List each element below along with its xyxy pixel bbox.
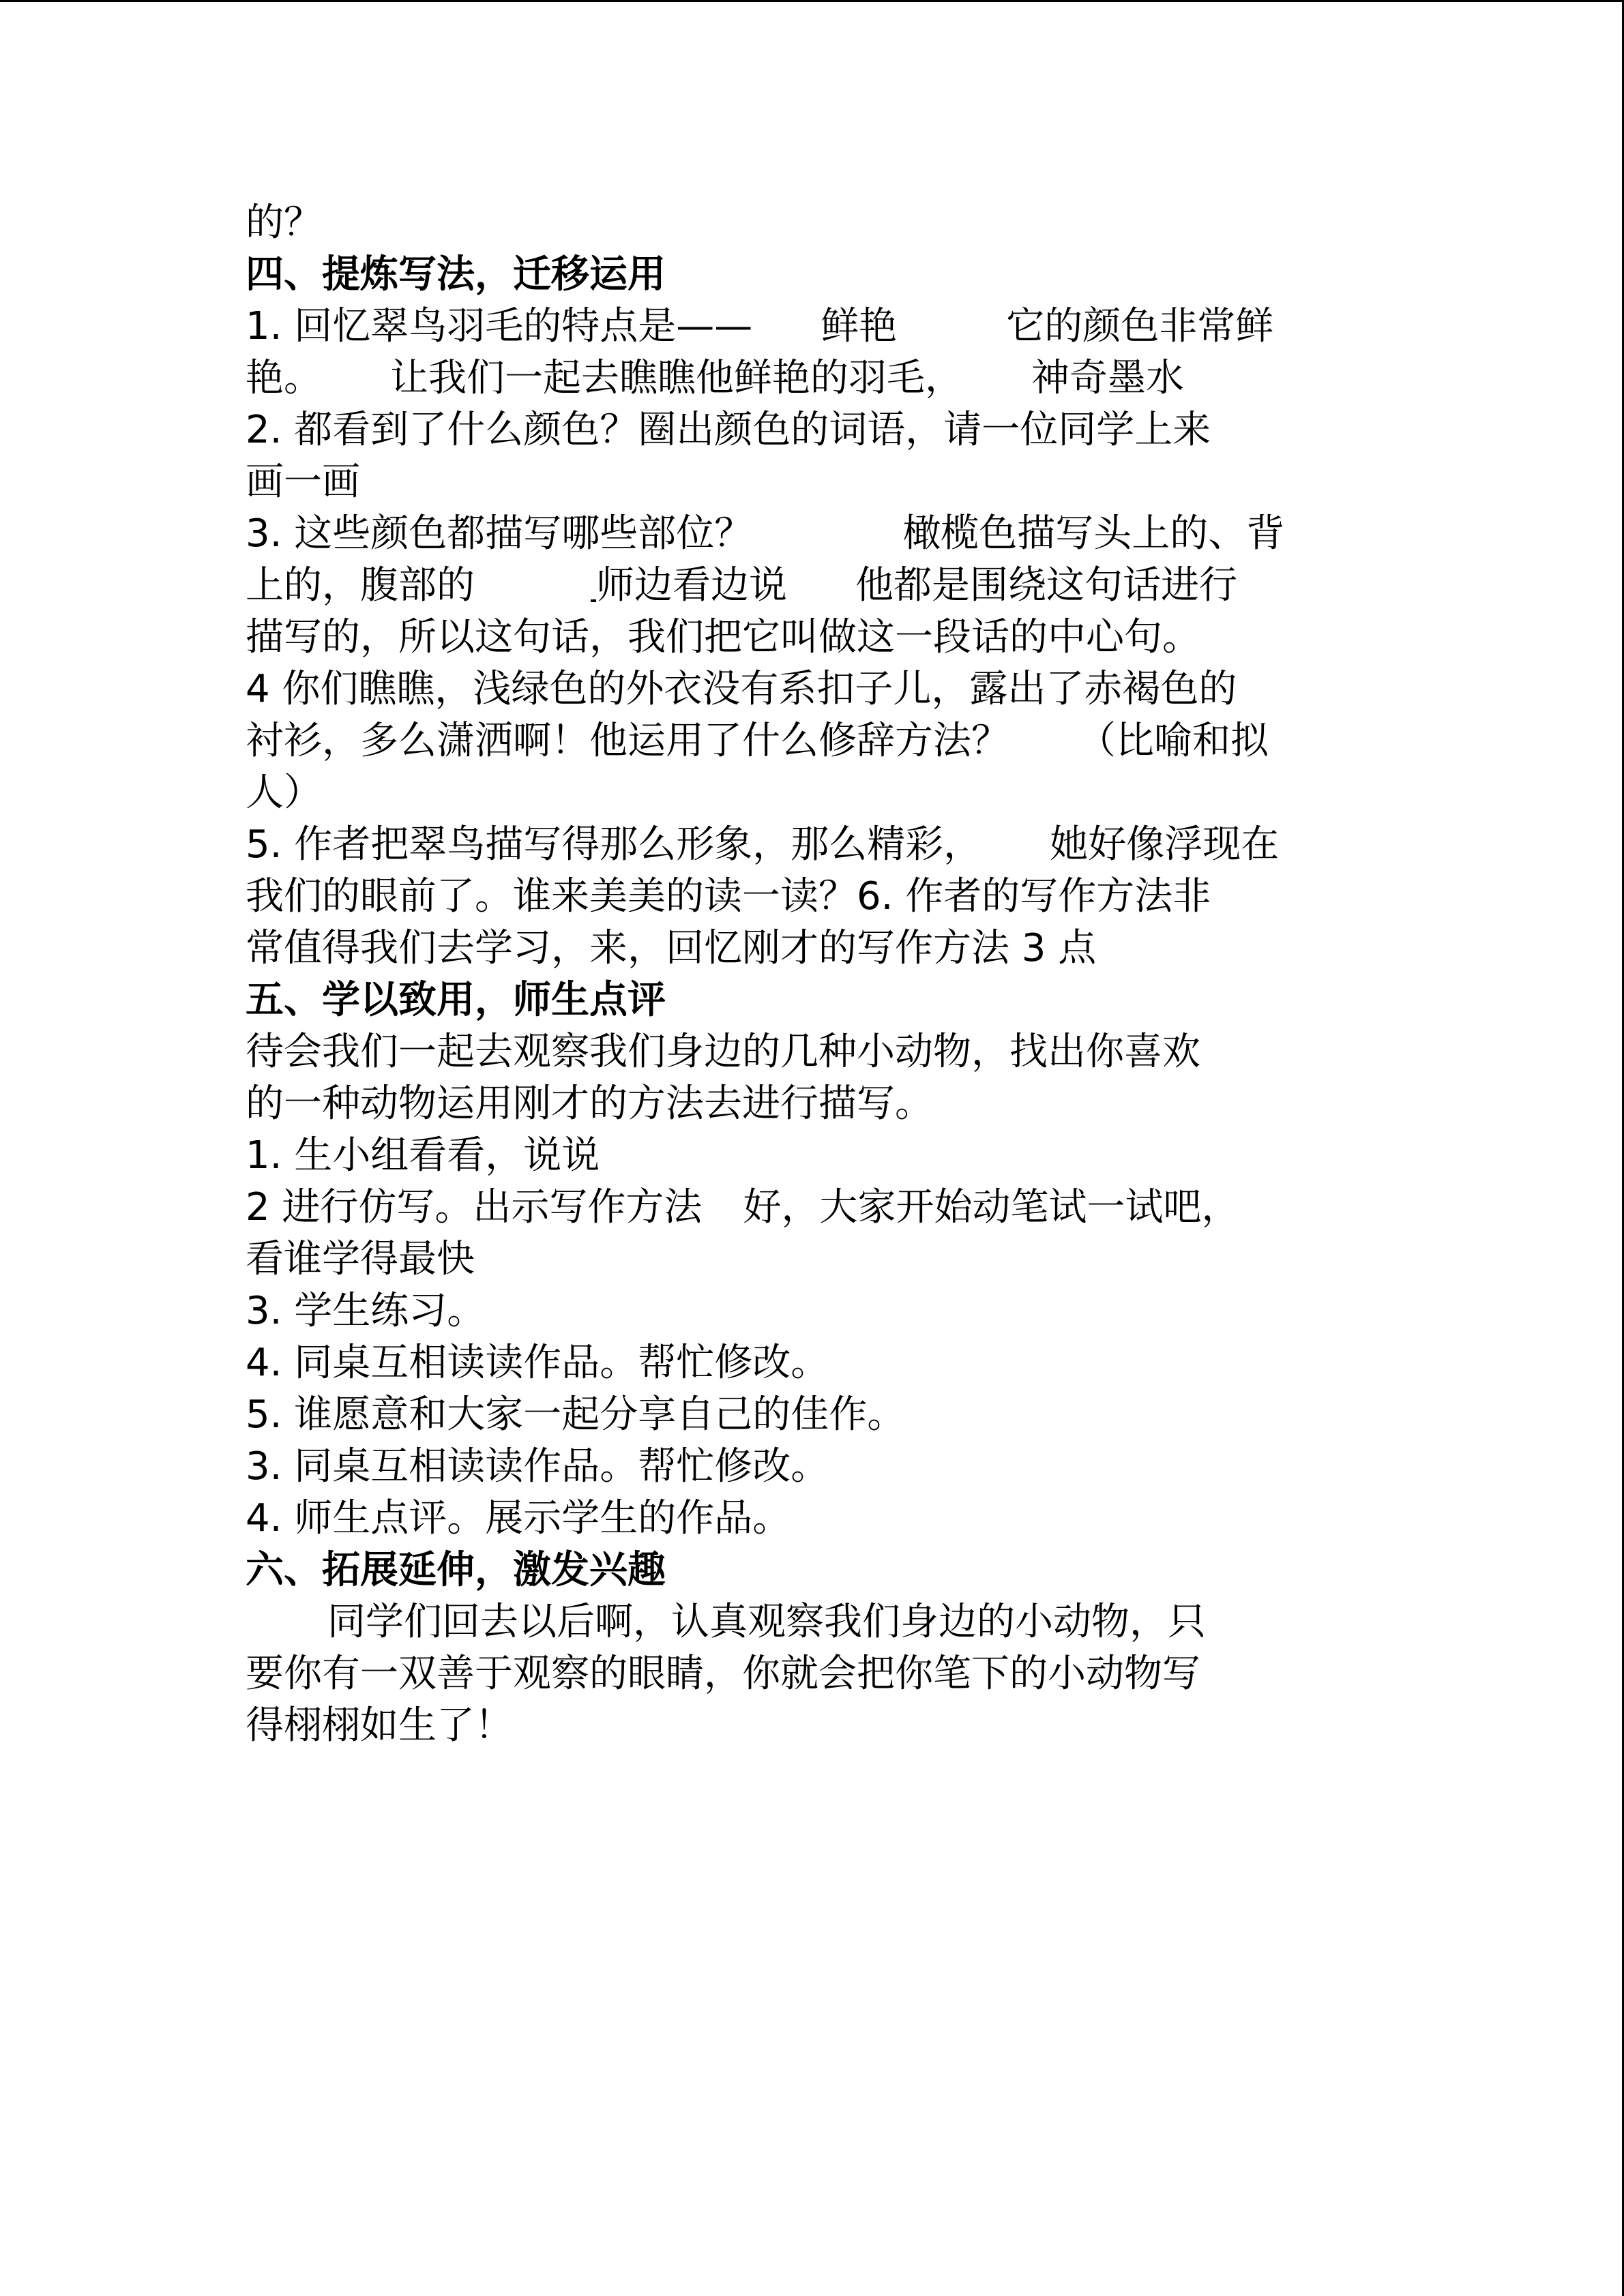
text-fragment: 5. 谁愿意和大家一起分享自己的佳作。 [246, 1392, 906, 1437]
document-body [246, 197, 1391, 1752]
text-line [246, 508, 1391, 560]
text-fragment: 的？ [246, 200, 322, 245]
heading-text: 六、拓展延伸，激发兴趣 [246, 1548, 666, 1592]
text-fragment: 看谁学得最快 [246, 1237, 475, 1281]
section-heading-5 [246, 974, 1391, 1026]
text-line [246, 1389, 1391, 1441]
text-fragment: 同学们回去以后啊，认真观察我们身边的小动物，只 [327, 1600, 1206, 1644]
text-fragment: 师边看边说 [596, 563, 787, 608]
text-line [246, 715, 1391, 767]
text-fragment: 的一种动物运用刚才的方法去进行描写。 [246, 1082, 933, 1126]
text-fragment: 要你有一双善于观察的眼睛，你就会把你笔下的小动物写 [246, 1652, 1200, 1696]
text-line [246, 819, 1391, 871]
text-line [246, 1234, 1391, 1285]
text-line [246, 404, 1391, 456]
text-fragment: 2. 都看到了什么颜色？圈出颜色的词语，请一位同学上来 [246, 408, 1211, 452]
text-fragment: 3. 学生练习。 [246, 1289, 486, 1333]
text-fragment: 她好像浮现在 [1050, 822, 1280, 867]
text-fragment: 4. 师生点评。展示学生的作品。 [246, 1496, 791, 1540]
text-line [246, 1285, 1391, 1337]
text-fragment: 1. 生小组看看，说说 [246, 1133, 600, 1178]
text-line [246, 871, 1391, 923]
heading-text: 五、学以致用，师生点评 [246, 978, 666, 1022]
text-fragment: 我们的眼前了。谁来美美的读一读？6. 作者的写作方法非 [246, 874, 1211, 919]
text-line [246, 767, 1391, 819]
text-fragment: 人） [246, 771, 322, 815]
text-fragment: 常值得我们去学习，来，回忆刚才的写作方法 3 点 [246, 926, 1097, 970]
text-line [246, 923, 1391, 974]
heading-text: 四、提炼写法，迁移运用 [246, 252, 666, 297]
text-line [246, 1700, 1391, 1752]
text-fragment: 让我们一起去瞧瞧他鲜艳的羽毛， [390, 356, 963, 400]
text-fragment: 3. 这些颜色都描写哪些部位？ [246, 511, 753, 556]
text-fragment: 它的颜色非常鲜 [1006, 304, 1274, 348]
text-line [246, 612, 1391, 664]
text-fragment: 5. 作者把翠鸟描写得那么形象，那么精彩， [246, 822, 982, 867]
text-fragment: 上的，腹部的 [246, 563, 475, 608]
text-line [246, 1648, 1391, 1700]
text-line [246, 197, 1391, 249]
text-fragment: 鲜艳 [821, 304, 898, 348]
text-line [246, 1026, 1391, 1078]
text-fragment: 1. 回忆翠鸟羽毛的特点是—— [246, 304, 753, 348]
section-heading-6 [246, 1545, 1391, 1596]
text-fragment: 好，大家开始动笔试一试吧， [743, 1185, 1240, 1229]
text-fragment: 待会我们一起去观察我们身边的几种小动物，找出你喜欢 [246, 1030, 1200, 1074]
section-heading-4 [246, 249, 1391, 301]
text-line [246, 1493, 1391, 1545]
text-fragment: 描写的，所以这句话，我们把它叫做这一段话的中心句。 [246, 615, 1200, 659]
text-fragment: （比喻和拟 [1078, 719, 1269, 763]
text-line [246, 1596, 1391, 1648]
text-line [246, 301, 1391, 353]
text-fragment: 神奇墨水 [1031, 356, 1184, 400]
text-line [246, 456, 1391, 508]
text-line [246, 1441, 1391, 1493]
text-line [246, 1337, 1391, 1389]
text-fragment: 橄榄色描写头上的、背 [902, 511, 1285, 556]
text-fragment: 3. 同桌互相读读作品。帮忙修改。 [246, 1444, 829, 1489]
text-fragment: 2 进行仿写。出示写作方法 [246, 1185, 703, 1229]
text-line [246, 1182, 1391, 1234]
text-line [246, 560, 1391, 612]
text-line [246, 664, 1391, 715]
text-fragment: 衬衫，多么潇洒啊！他运用了什么修辞方法？ [246, 719, 1009, 763]
text-line [246, 1078, 1391, 1130]
text-fragment: 画一画 [246, 460, 360, 504]
text-line [246, 1130, 1391, 1182]
text-fragment: 艳。 [246, 356, 322, 400]
text-line [246, 353, 1391, 404]
text-fragment: 4 你们瞧瞧，浅绿色的外衣没有系扣子儿，露出了赤褐色的 [246, 667, 1237, 711]
text-fragment: 他都是围绕这句话进行 [855, 563, 1237, 608]
text-fragment: 得栩栩如生了！ [246, 1703, 513, 1748]
text-fragment: 4. 同桌互相读读作品。帮忙修改。 [246, 1341, 829, 1385]
fill-in-blank [591, 561, 596, 602]
